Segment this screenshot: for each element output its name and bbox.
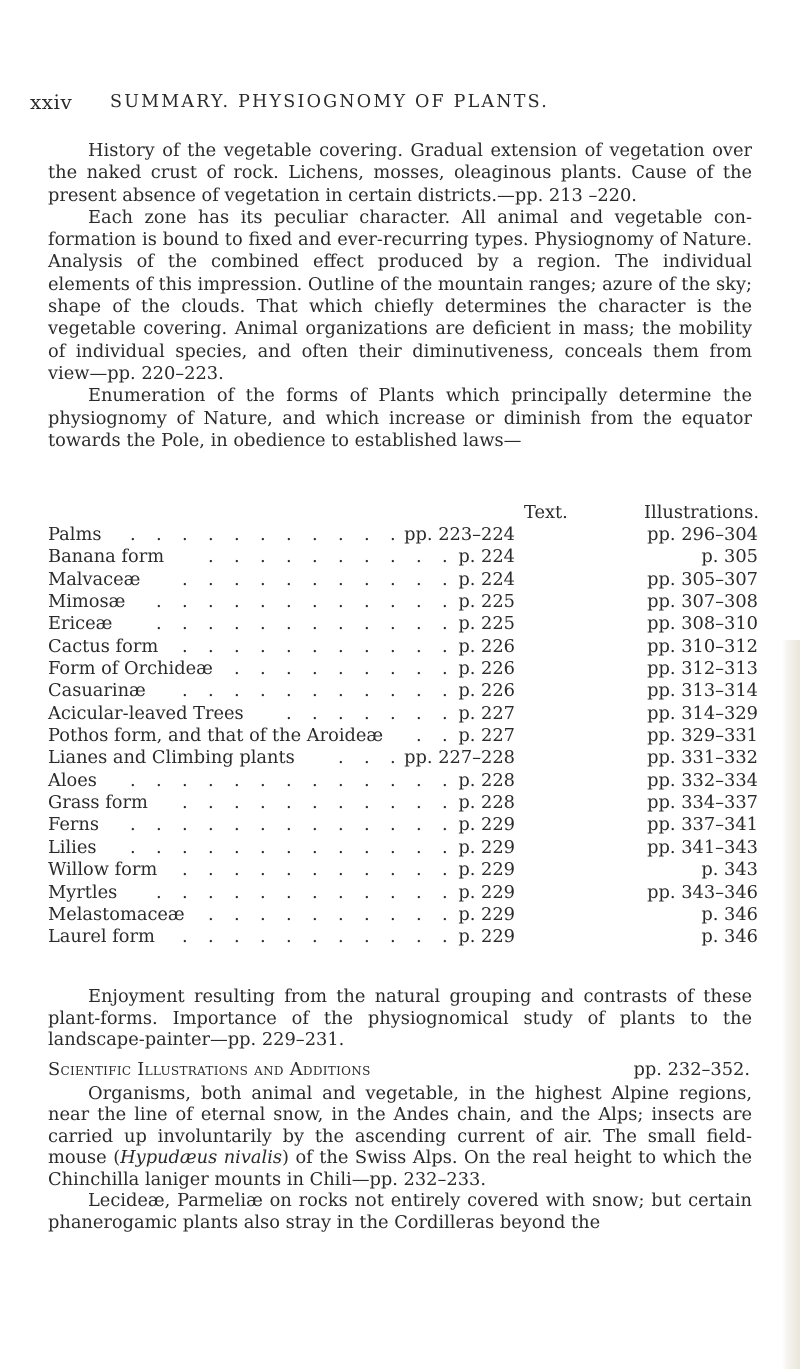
section-pages: pp. 232–352. <box>633 1058 750 1080</box>
leader-dot: . <box>364 702 370 724</box>
plant-form-label: Myrtles <box>48 881 118 903</box>
illustration-pages: pp. 305–307 <box>647 568 758 590</box>
leader-dot: . <box>208 613 214 635</box>
leader-dot: . <box>364 792 370 814</box>
leader-dot: . <box>416 546 422 568</box>
leader-dot: . <box>234 546 240 568</box>
leader-dot: . <box>416 903 422 925</box>
leader-dot: . <box>182 613 188 635</box>
text-pages: p. 225 <box>458 591 515 613</box>
leader-dot: . <box>338 680 344 702</box>
leader-dot: . <box>234 769 240 791</box>
table-row <box>48 636 768 658</box>
leader-dot: . <box>286 635 292 657</box>
leader-dot: . <box>234 613 240 635</box>
table-row <box>48 658 768 680</box>
leader-dot: . <box>390 859 396 881</box>
leader-dot: . <box>390 926 396 948</box>
text-pages: p. 225 <box>458 613 515 635</box>
leader-dot: . <box>182 524 188 545</box>
leader-dot: . <box>260 591 266 613</box>
text-pages: p. 229 <box>458 881 515 903</box>
leader-dot: . <box>286 903 292 925</box>
leader-dot: . <box>390 814 396 836</box>
leader-dot: . <box>234 859 240 881</box>
leader-dot: . <box>338 613 344 635</box>
leader-dot: . <box>260 658 266 680</box>
leader-dot: . <box>442 635 448 657</box>
leader-dot: . <box>260 568 266 590</box>
plant-form-label: Mimosæ <box>48 591 126 613</box>
leader-dot: . <box>390 568 396 590</box>
leader-dot: . <box>364 903 370 925</box>
leader-dot: . <box>390 747 396 769</box>
illustration-pages: pp. 310–312 <box>647 635 758 657</box>
text-pages: p. 224 <box>458 546 515 568</box>
leader-dot: . <box>182 792 188 814</box>
leader-dot: . <box>442 792 448 814</box>
leader-dot: . <box>260 792 266 814</box>
leader-dot: . <box>182 769 188 791</box>
illustration-pages: pp. 334–337 <box>647 792 758 814</box>
leader-dot: . <box>364 658 370 680</box>
text-pages: p. 226 <box>458 658 515 680</box>
leader-dot: . <box>338 568 344 590</box>
leader-dot: . <box>286 836 292 858</box>
leader-dot: . <box>442 680 448 702</box>
leader-dot: . <box>182 881 188 903</box>
leader-dot: . <box>338 524 344 545</box>
leader-dot: . <box>234 881 240 903</box>
plant-form-label: Lilies <box>48 836 97 858</box>
leader-dot: . <box>208 546 214 568</box>
illustration-pages: p. 305 <box>701 546 758 568</box>
leader-dot: . <box>130 814 136 836</box>
leader-dot: . <box>364 747 370 769</box>
section-heading <box>48 1059 752 1081</box>
section-title: Scientific Illustrations and Additions <box>48 1058 371 1080</box>
text-pages: p. 229 <box>458 814 515 836</box>
leader-dot: . <box>390 524 396 545</box>
plant-forms-table <box>48 524 768 949</box>
leader-dot: . <box>182 568 188 590</box>
leader-dot: . <box>156 814 162 836</box>
leader-dot: . <box>286 769 292 791</box>
running-header <box>30 90 760 116</box>
leader-dot: . <box>286 792 292 814</box>
text-pages: p. 229 <box>458 926 515 948</box>
illustration-pages: pp. 296–304 <box>647 524 758 545</box>
plant-form-label: Melastomaceæ <box>48 903 185 925</box>
illustration-pages: p. 346 <box>701 903 758 925</box>
leader-dot: . <box>416 591 422 613</box>
table-row <box>48 524 768 546</box>
illustration-pages: pp. 332–334 <box>647 769 758 791</box>
leader-dot: . <box>312 658 318 680</box>
leader-dot: . <box>312 859 318 881</box>
leader-dot: . <box>208 524 214 545</box>
leader-dot: . <box>442 591 448 613</box>
leader-dot: . <box>286 524 292 545</box>
plant-form-label: Ferns <box>48 814 99 836</box>
text-pages: p. 228 <box>458 792 515 814</box>
leader-dot: . <box>364 769 370 791</box>
table-row <box>48 569 768 591</box>
leader-dot: . <box>338 903 344 925</box>
leader-dot: . <box>416 836 422 858</box>
leader-dot: . <box>364 859 370 881</box>
leader-dot: . <box>260 881 266 903</box>
leader-dot: . <box>390 903 396 925</box>
plant-form-label: Grass form <box>48 792 148 814</box>
leader-dot: . <box>442 903 448 925</box>
leader-dot: . <box>260 613 266 635</box>
summary-text <box>48 140 752 452</box>
illustration-pages: pp. 341–343 <box>647 836 758 858</box>
leader-dot: . <box>390 881 396 903</box>
leader-dot: . <box>208 635 214 657</box>
leader-dot: . <box>130 836 136 858</box>
leader-dot: . <box>338 792 344 814</box>
leader-dot: . <box>416 702 422 724</box>
leader-dot: . <box>442 836 448 858</box>
table-row <box>48 747 768 769</box>
leader-dot: . <box>390 658 396 680</box>
leader-dot: . <box>364 836 370 858</box>
leader-dot: . <box>286 680 292 702</box>
leader-dot: . <box>416 613 422 635</box>
illustration-pages: pp. 313–314 <box>647 680 758 702</box>
leader-dot: . <box>442 568 448 590</box>
leader-dot: . <box>208 836 214 858</box>
text-pages: p. 229 <box>458 859 515 881</box>
leader-dot: . <box>234 658 240 680</box>
leader-dot: . <box>390 591 396 613</box>
illustration-pages: p. 343 <box>701 859 758 881</box>
leader-dot: . <box>416 680 422 702</box>
leader-dot: . <box>156 613 162 635</box>
leader-dot: . <box>338 702 344 724</box>
leader-dot: . <box>338 881 344 903</box>
plant-form-label: Aloes <box>48 769 97 791</box>
plant-form-label: Laurel form <box>48 926 155 948</box>
text-pages: p. 227 <box>458 725 515 747</box>
illustration-pages: pp. 337–341 <box>647 814 758 836</box>
leader-dot: . <box>416 725 422 747</box>
leader-dot: . <box>260 546 266 568</box>
leader-dot: . <box>364 591 370 613</box>
leader-dot: . <box>338 658 344 680</box>
page-number: xxiv <box>30 90 73 114</box>
leader-dot: . <box>182 680 188 702</box>
text-pages: p. 229 <box>458 903 515 925</box>
plant-form-label: Form of Orchideæ <box>48 658 213 680</box>
leader-dot: . <box>312 613 318 635</box>
plant-form-label: Ericeæ <box>48 613 113 635</box>
leader-dot: . <box>442 702 448 724</box>
leader-dot: . <box>208 814 214 836</box>
plant-form-label: Willow form <box>48 859 158 881</box>
running-title: SUMMARY. PHYSIOGNOMY OF PLANTS. <box>110 92 549 112</box>
leader-dot: . <box>208 903 214 925</box>
leader-dot: . <box>208 859 214 881</box>
leader-dot: . <box>182 926 188 948</box>
leader-dot: . <box>364 524 370 545</box>
leader-dot: . <box>312 546 318 568</box>
leader-dot: . <box>416 769 422 791</box>
leader-dot: . <box>390 635 396 657</box>
leader-dot: . <box>260 769 266 791</box>
table-row <box>48 770 768 792</box>
illustration-pages: pp. 331–332 <box>647 747 758 769</box>
leader-dot: . <box>312 881 318 903</box>
leader-dot: . <box>416 792 422 814</box>
leader-dot: . <box>286 546 292 568</box>
leader-dot: . <box>286 658 292 680</box>
leader-dot: . <box>416 881 422 903</box>
leader-dot: . <box>234 836 240 858</box>
leader-dot: . <box>312 680 318 702</box>
paragraph-enjoyment: Enjoyment resulting from the natural grouping and contrasts of these plant-forms. Importance of the physiognomical study of plants to the landscape-painter—pp. 229–231. <box>48 986 752 1050</box>
paragraph-history: History of the vegetable covering. Gradual extension of vegetation over the naked crust of rock. Lichens, mosses, oleaginous plants. Cause of the present absence of vegetation in certain districts.—pp. 213 –220. <box>48 140 752 206</box>
leader-dot: . <box>234 568 240 590</box>
leader-dot: . <box>416 568 422 590</box>
plant-form-label: Casuarinæ <box>48 680 146 702</box>
leader-dot: . <box>364 613 370 635</box>
leader-dot: . <box>208 568 214 590</box>
leader-dot: . <box>364 926 370 948</box>
leader-dot: . <box>364 881 370 903</box>
paragraph-enumeration: Enumeration of the forms of Plants which principally determine the physiognomy of Nature, and which increase or diminish from the equator towards the Pole, in obedience to established laws— <box>48 385 752 451</box>
leader-dot: . <box>208 680 214 702</box>
leader-dot: . <box>156 524 162 545</box>
leader-dot: . <box>338 769 344 791</box>
leader-dot: . <box>286 859 292 881</box>
table-row <box>48 859 768 881</box>
table-row <box>48 613 768 635</box>
illustration-pages: p. 346 <box>701 926 758 948</box>
table-row <box>48 904 768 926</box>
leader-dot: . <box>182 859 188 881</box>
leader-dot: . <box>234 680 240 702</box>
leader-dot: . <box>312 702 318 724</box>
table-row <box>48 680 768 702</box>
leader-dot: . <box>442 613 448 635</box>
leader-dot: . <box>312 524 318 545</box>
text-pages: p. 226 <box>458 635 515 657</box>
leader-dot: . <box>390 613 396 635</box>
leader-dot: . <box>260 903 266 925</box>
leader-dot: . <box>338 747 344 769</box>
leader-dot: . <box>286 881 292 903</box>
leader-dot: . <box>442 546 448 568</box>
paragraph-zones: Each zone has its peculiar character. All animal and vegetable conformation is bound to fixed and ever-recurring types. Physiognomy of Nature. Analysis of the combined effect produced by a region. The individual elements of this impression. Outline of the mountain ranges; azure of the sky; shape of the clouds. That which chiefly determines the character is the vegetable covering. Animal organizations are deficient in mass; the mobility of individual species, and often their diminutiveness, conceals them from view—pp. 220–223. <box>48 206 752 384</box>
leader-dot: . <box>416 814 422 836</box>
leader-dot: . <box>312 635 318 657</box>
leader-dot: . <box>442 725 448 747</box>
text-pages: p. 226 <box>458 680 515 702</box>
leader-dot: . <box>312 568 318 590</box>
leader-dot: . <box>208 792 214 814</box>
leader-dot: . <box>260 680 266 702</box>
leader-dot: . <box>260 814 266 836</box>
leader-dot: . <box>390 680 396 702</box>
leader-dot: . <box>260 635 266 657</box>
leader-dot: . <box>364 814 370 836</box>
leader-dot: . <box>312 591 318 613</box>
leader-dot: . <box>130 769 136 791</box>
leader-dot: . <box>416 859 422 881</box>
illustration-pages: pp. 307–308 <box>647 591 758 613</box>
leader-dot: . <box>390 836 396 858</box>
plant-form-label: Lianes and Climbing plants <box>48 747 295 769</box>
leader-dot: . <box>338 546 344 568</box>
illustration-pages: pp. 308–310 <box>647 613 758 635</box>
illustration-pages: pp. 314–329 <box>647 702 758 724</box>
leader-dot: . <box>312 926 318 948</box>
column-header-text: Text. <box>524 502 568 523</box>
table-row <box>48 882 768 904</box>
leader-dot: . <box>130 524 136 545</box>
column-header-illustrations: Illustrations. <box>644 502 759 523</box>
leader-dot: . <box>286 591 292 613</box>
leader-dot: . <box>182 814 188 836</box>
leader-dot: . <box>182 591 188 613</box>
leader-dot: . <box>390 792 396 814</box>
leader-dot: . <box>260 926 266 948</box>
leader-dot: . <box>416 635 422 657</box>
leader-dot: . <box>312 792 318 814</box>
leader-dot: . <box>442 881 448 903</box>
leader-dot: . <box>156 836 162 858</box>
text-pages: pp. 223–224 <box>404 524 515 545</box>
leader-dot: . <box>312 836 318 858</box>
species-name: Hypudæus nivalis <box>120 1147 283 1168</box>
leader-dot: . <box>442 814 448 836</box>
leader-dot: . <box>338 836 344 858</box>
leader-dot: . <box>442 658 448 680</box>
leader-dot: . <box>182 836 188 858</box>
table-column-headers <box>48 502 768 524</box>
paragraph-organisms: Organisms, both animal and vegetable, in the highest Alpine regions, near the line of eternal snow, in the Andes chain, and the Alps; insects are carried up involuntarily by the ascending current of air. The small field-mouse (Hypudæus nivalis) of the Swiss Alps. On the real height to which the Chinchilla laniger mounts in Chili—pp. 232–233. <box>48 1082 752 1190</box>
leader-dot: . <box>208 591 214 613</box>
leader-dot: . <box>156 591 162 613</box>
text-pages: p. 227 <box>458 702 515 724</box>
plant-form-label: Cactus form <box>48 635 159 657</box>
leader-dot: . <box>364 568 370 590</box>
plant-form-label: Palms <box>48 524 102 545</box>
text-pages: p. 224 <box>458 568 515 590</box>
table-row <box>48 926 768 948</box>
leader-dot: . <box>312 814 318 836</box>
text-pages: p. 228 <box>458 769 515 791</box>
leader-dot: . <box>416 926 422 948</box>
leader-dot: . <box>286 568 292 590</box>
leader-dot: . <box>234 524 240 545</box>
page-edge-shadow <box>782 640 800 1369</box>
leader-dot: . <box>390 769 396 791</box>
plant-form-label: Pothos form, and that of the Aroideæ <box>48 725 384 747</box>
leader-dot: . <box>312 769 318 791</box>
leader-dot: . <box>338 635 344 657</box>
leader-dot: . <box>416 658 422 680</box>
leader-dot: . <box>338 859 344 881</box>
leader-dot: . <box>286 702 292 724</box>
text-pages: pp. 227–228 <box>404 747 515 769</box>
table-row <box>48 837 768 859</box>
leader-dot: . <box>234 926 240 948</box>
plant-form-label: Malvaceæ <box>48 568 141 590</box>
table-row <box>48 814 768 836</box>
leader-dot: . <box>364 635 370 657</box>
leader-dot: . <box>364 546 370 568</box>
summary-text-continued <box>48 986 752 1233</box>
paragraph-lecideae: Lecideæ, Parmeliæ on rocks not entirely covered with snow; but certain phanerogamic plants also stray in the Cordilleras beyond the <box>48 1190 752 1233</box>
leader-dot: . <box>260 836 266 858</box>
leader-dot: . <box>156 881 162 903</box>
leader-dot: . <box>442 859 448 881</box>
leader-dot: . <box>208 926 214 948</box>
leader-dot: . <box>182 635 188 657</box>
leader-dot: . <box>208 881 214 903</box>
leader-dot: . <box>390 702 396 724</box>
leader-dot: . <box>234 814 240 836</box>
leader-dot: . <box>338 814 344 836</box>
illustration-pages: pp. 312–313 <box>647 658 758 680</box>
leader-dot: . <box>286 613 292 635</box>
leader-dot: . <box>156 769 162 791</box>
text-pages: p. 229 <box>458 836 515 858</box>
table-row <box>48 546 768 568</box>
leader-dot: . <box>442 926 448 948</box>
plant-form-label: Acicular-leaved Trees <box>48 702 244 724</box>
table-row <box>48 703 768 725</box>
table-row <box>48 725 768 747</box>
leader-dot: . <box>364 680 370 702</box>
leader-dot: . <box>208 769 214 791</box>
leader-dot: . <box>234 903 240 925</box>
leader-dot: . <box>442 769 448 791</box>
leader-dot: . <box>260 524 266 545</box>
leader-dot: . <box>338 591 344 613</box>
illustration-pages: pp. 329–331 <box>647 725 758 747</box>
leader-dot: . <box>260 859 266 881</box>
leader-dot: . <box>338 926 344 948</box>
leader-dot: . <box>234 591 240 613</box>
leader-dot: . <box>286 814 292 836</box>
leader-dot: . <box>286 926 292 948</box>
illustration-pages: pp. 343–346 <box>647 881 758 903</box>
leader-dot: . <box>234 792 240 814</box>
table-row <box>48 591 768 613</box>
leader-dot: . <box>234 635 240 657</box>
table-row <box>48 792 768 814</box>
plant-form-label: Banana form <box>48 546 165 568</box>
leader-dot: . <box>312 903 318 925</box>
leader-dot: . <box>390 546 396 568</box>
